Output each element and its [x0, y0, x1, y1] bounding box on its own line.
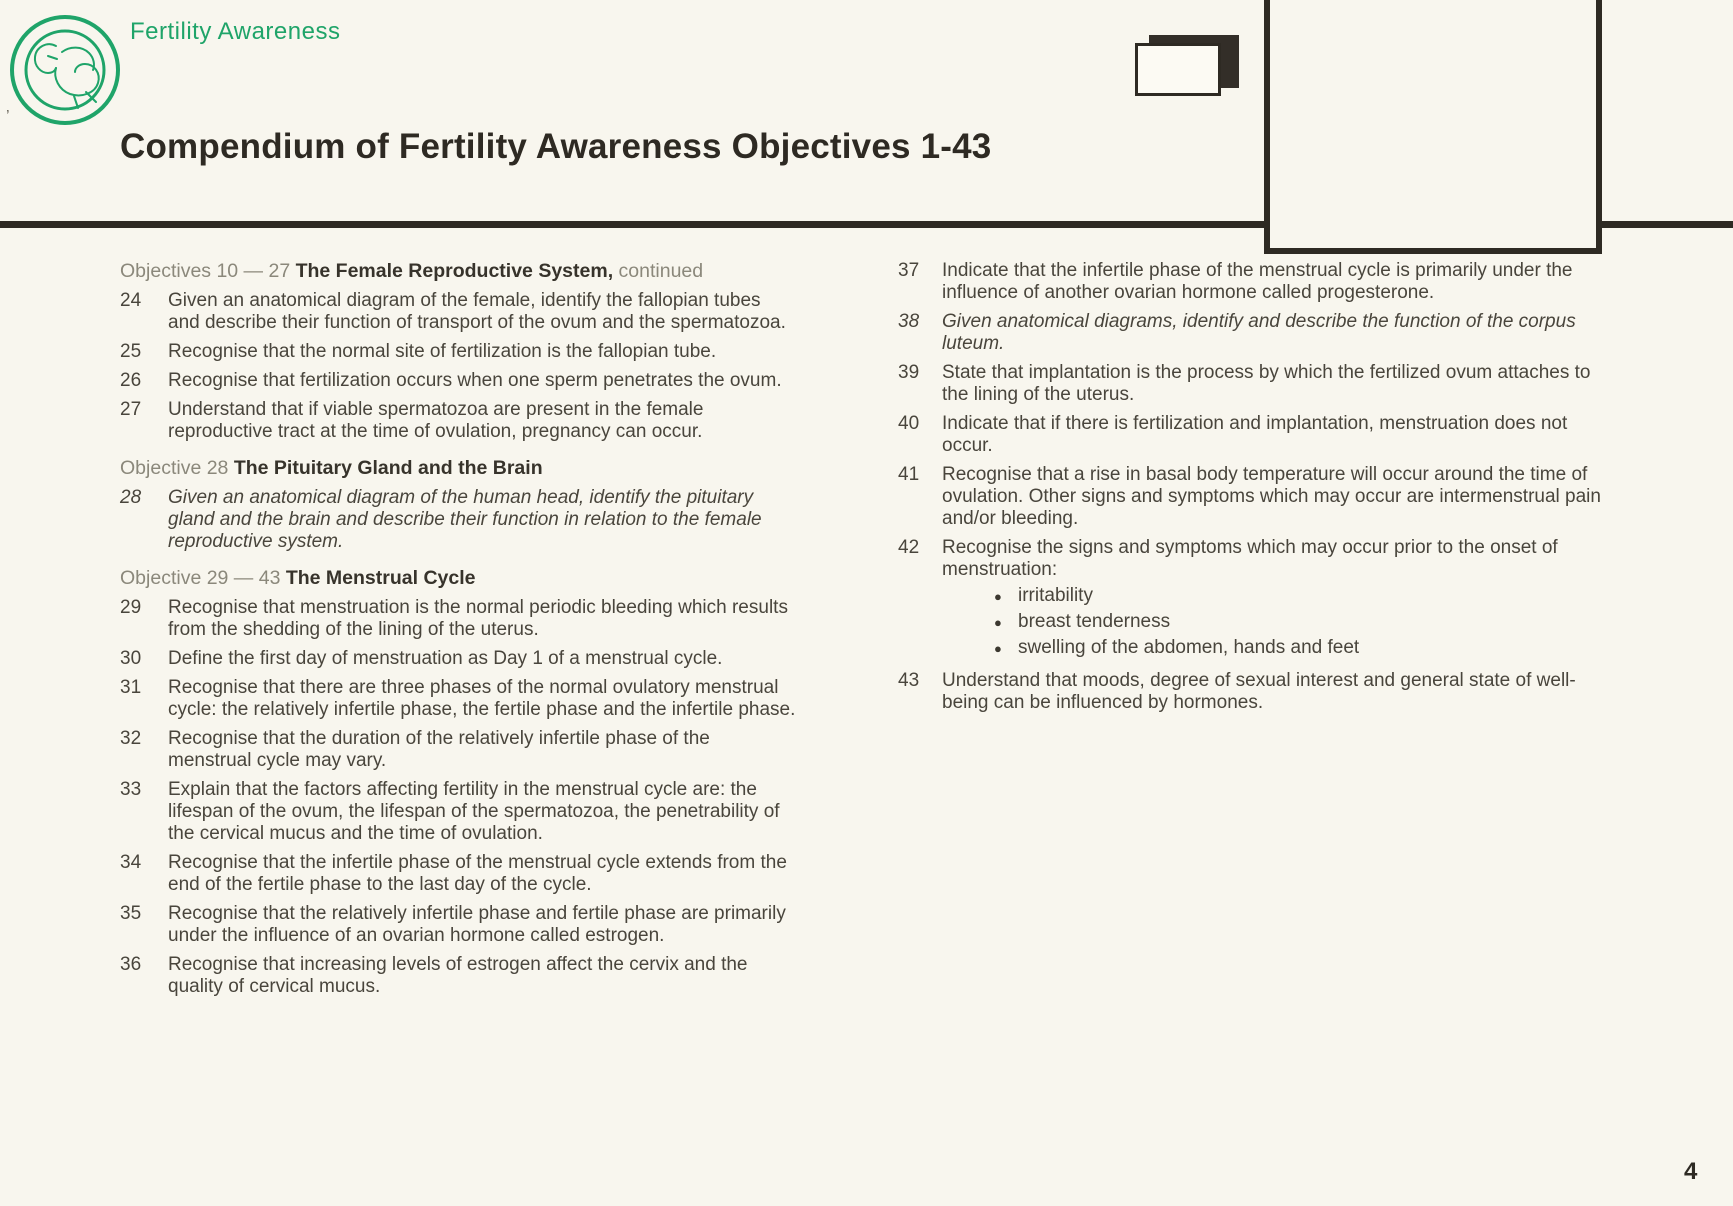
bullet-text: breast tenderness [1018, 611, 1171, 632]
bullet-icon: ● [994, 641, 1002, 656]
objective-body [942, 362, 1604, 406]
objective-item [120, 487, 796, 553]
objective-text: Recognise that a rise in basal body temperature will occur around the time of ovulation. Other signs and symptoms which may occur are intermenstrual pain and/or bleeding. [942, 464, 1601, 529]
objective-body [168, 399, 796, 443]
objective-body [942, 311, 1604, 355]
objective-number: 41 [898, 464, 920, 485]
bullet-text: swelling of the abdomen, hands and feet [1018, 637, 1360, 658]
objective-item [120, 370, 796, 392]
objective-text: Understand that if viable spermatozoa are present in the female reproductive tract at the time of ovulation, pregnancy can occur. [168, 399, 704, 442]
objective-text: Given an anatomical diagram of the female, identify the fallopian tubes and describe their function of transport of the ovum and the spermatozoa. [168, 290, 786, 333]
right-column [898, 260, 1604, 721]
objective-text: Recognise that the duration of the relatively infertile phase of the menstrual cycle may vary. [168, 728, 710, 771]
objective-item [898, 464, 1604, 530]
bullet-list [994, 585, 1604, 660]
bullet-text: irritability [1018, 585, 1093, 606]
objective-text: Recognise that there are three phases of the normal ovulatory menstrual cycle: the relatively infertile phase, the fertile phase and the infertile phase. [168, 677, 796, 720]
objective-number: 43 [898, 670, 920, 691]
objective-item [120, 677, 796, 721]
objective-body [942, 670, 1604, 714]
objective-body [942, 464, 1604, 530]
objective-item [120, 290, 796, 334]
section-heading [120, 260, 796, 282]
objective-text: Explain that the factors affecting fertility in the menstrual cycle are: the lifespan of the ovum, the lifespan of the spermatozoa, the penetrability of the cervical mucus and the time of ovulation. [168, 779, 780, 844]
objective-text: Given an anatomical diagram of the human head, identify the pituitary gland and the brain and describe their function in relation to the female reproductive system. [168, 487, 762, 552]
bullet-icon: ● [994, 589, 1002, 604]
objective-text: Define the first day of menstruation as Day 1 of a menstrual cycle. [168, 648, 723, 669]
bullet-icon: ● [994, 615, 1002, 630]
objective-number: 38 [898, 311, 920, 332]
brand-label: Fertility Awareness [130, 18, 341, 45]
objective-body [168, 728, 796, 772]
objective-number: 37 [898, 260, 920, 281]
bullet-item [994, 611, 1604, 634]
objective-item [120, 779, 796, 845]
objective-number: 27 [120, 399, 142, 420]
scan-speck: ’ [6, 108, 10, 125]
objective-body [168, 903, 796, 947]
objective-item [120, 597, 796, 641]
objective-item [120, 399, 796, 443]
objective-text: Understand that moods, degree of sexual interest and general state of well-being can be influenced by hormones. [942, 670, 1576, 713]
objective-body [942, 413, 1604, 457]
objective-text: Recognise that increasing levels of estrogen affect the cervix and the quality of cervical mucus. [168, 954, 748, 997]
objective-body [168, 779, 796, 845]
objective-body [168, 648, 796, 670]
objective-text: Recognise the signs and symptoms which may occur prior to the onset of menstruation: [942, 537, 1558, 580]
page-marker-icon [1135, 43, 1221, 96]
objective-item [898, 362, 1604, 406]
objective-text: Given anatomical diagrams, identify and describe the function of the corpus luteum. [942, 311, 1576, 354]
bullet-item [994, 637, 1604, 660]
objective-item [120, 852, 796, 896]
section-prefix: Objectives 10 — 27 [120, 260, 296, 282]
objective-item [120, 341, 796, 363]
objective-number: 33 [120, 779, 142, 800]
section-bold: The Menstrual Cycle [285, 567, 476, 589]
objective-text: Recognise that the normal site of fertilization is the fallopian tube. [168, 341, 717, 362]
objective-number: 40 [898, 413, 920, 434]
page-title: Compendium of Fertility Awareness Objectives 1-43 [120, 127, 992, 166]
objective-body [942, 537, 1604, 663]
section-bold: The Pituitary Gland and the Brain [233, 457, 543, 479]
objective-item [898, 260, 1604, 304]
bullet-item [994, 585, 1604, 608]
objective-number: 28 [120, 487, 142, 508]
objective-number: 32 [120, 728, 142, 749]
objective-item [120, 648, 796, 670]
objective-number: 25 [120, 341, 142, 362]
page-number: 4 [1684, 1158, 1698, 1185]
objective-body [168, 370, 796, 392]
objective-number: 39 [898, 362, 920, 383]
objective-body [168, 487, 796, 553]
objective-item [120, 728, 796, 772]
objective-text: Indicate that the infertile phase of the menstrual cycle is primarily under the influence of another ovarian hormone called progesterone. [942, 260, 1573, 303]
objective-item [898, 311, 1604, 355]
objective-text: Recognise that the infertile phase of the menstrual cycle extends from the end of the fertile phase to the last day of the cycle. [168, 852, 787, 895]
section-prefix: Objective 29 — 43 [120, 567, 286, 589]
section-bold: The Female Reproductive System, [295, 260, 614, 282]
objective-body [168, 597, 796, 641]
objective-number: 24 [120, 290, 142, 311]
objective-number: 35 [120, 903, 142, 924]
objective-item [898, 537, 1604, 663]
objective-item [898, 413, 1604, 457]
objective-text: Indicate that if there is fertilization and implantation, menstruation does not occur. [942, 413, 1568, 456]
objective-number: 31 [120, 677, 142, 698]
objective-number: 34 [120, 852, 142, 873]
section-heading [120, 457, 796, 479]
fertility-logo-icon [4, 6, 122, 126]
objective-body [168, 290, 796, 334]
objective-number: 29 [120, 597, 142, 618]
objective-body [168, 341, 796, 363]
objective-number: 30 [120, 648, 142, 669]
objective-number: 26 [120, 370, 142, 391]
section-heading [120, 567, 796, 589]
objective-number: 42 [898, 537, 920, 558]
objective-text: Recognise that the relatively infertile phase and fertile phase are primarily under the influence of an ovarian hormone called estrogen. [168, 903, 786, 946]
objective-body [168, 954, 796, 998]
objective-text: Recognise that fertilization occurs when one sperm penetrates the ovum. [168, 370, 782, 391]
section-suffix: continued [613, 260, 704, 282]
objective-body [168, 677, 796, 721]
objective-body [942, 260, 1604, 304]
objective-item [120, 954, 796, 998]
objective-text: Recognise that menstruation is the normal periodic bleeding which results from the shedding of the lining of the uterus. [168, 597, 788, 640]
objective-number: 36 [120, 954, 142, 975]
corner-registration-box [1264, 0, 1602, 254]
objective-text: State that implantation is the process by which the fertilized ovum attaches to the lining of the uterus. [942, 362, 1591, 405]
objective-item [120, 903, 796, 947]
objective-item [898, 670, 1604, 714]
section-prefix: Objective 28 [120, 457, 234, 479]
objective-body [168, 852, 796, 896]
left-column [120, 260, 796, 1005]
